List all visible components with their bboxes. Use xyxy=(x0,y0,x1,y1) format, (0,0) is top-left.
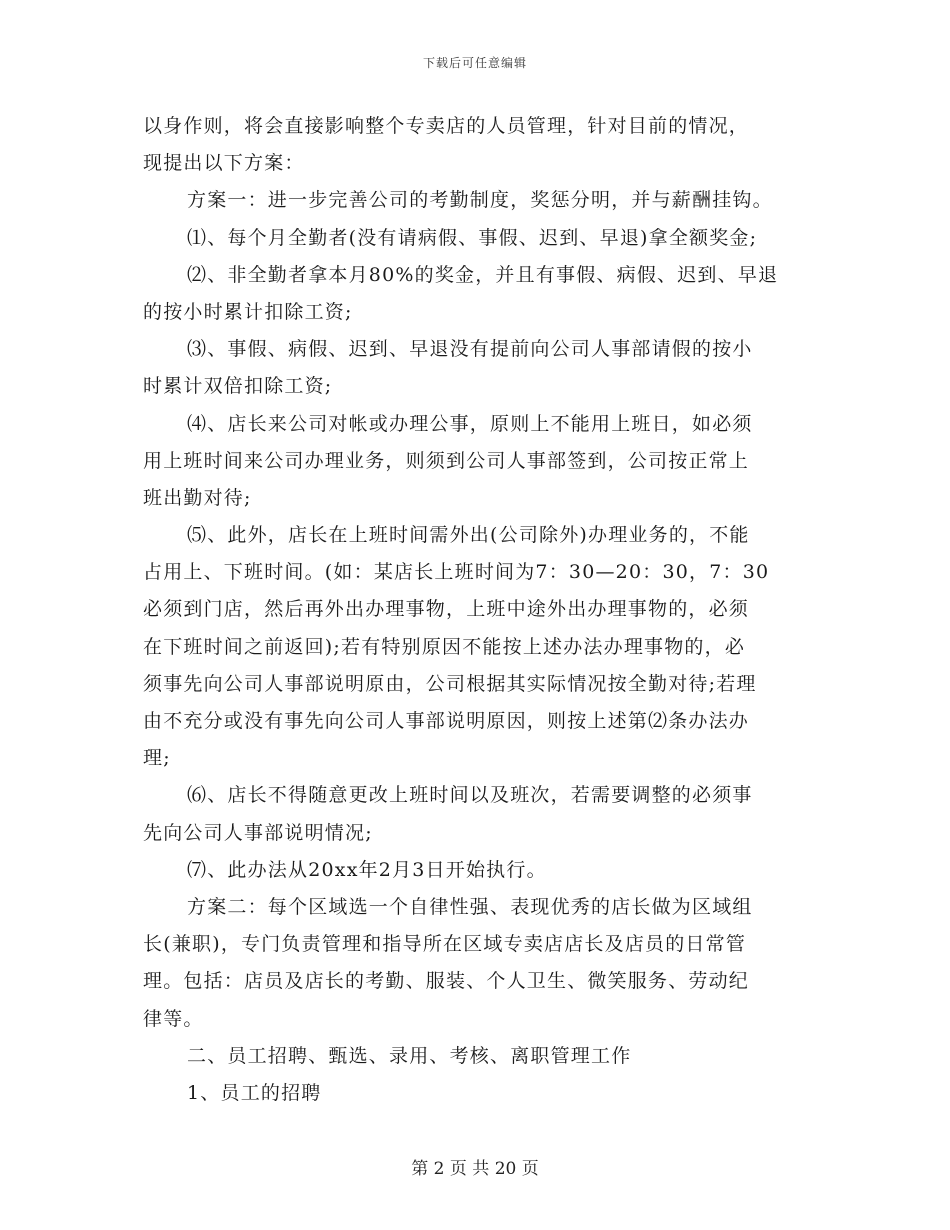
text-line: 必须到门店，然后再外出办理事物，上班中途外出办理事物的，必须 xyxy=(143,598,750,621)
text-line: ⑺、此办法从20xx年2月3日开始执行。 xyxy=(187,858,547,881)
text-line: 以身作则，将会直接影响整个专卖店的人员管理，针对目前的情况， xyxy=(143,115,750,137)
text-line: 先向公司人事部说明情况; xyxy=(143,821,373,844)
text-line: ⑹、店长不得随意更改上班时间以及班次，若需要调整的必须事 xyxy=(187,784,753,807)
text-line: ⑷、店长来公司对帐或办理公事，原则上不能用上班日，如必须 xyxy=(187,412,753,435)
text-line: 方案二：每个区域选一个自律性强、表现优秀的店长做为区域组 xyxy=(187,895,753,918)
text-line: 二、员工招聘、甄选、录用、考核、离职管理工作 xyxy=(187,1044,632,1067)
text-line: 长(兼职)，专门负责管理和指导所在区域专卖店店长及店员的日常管 xyxy=(143,933,747,956)
text-line: 的按小时累计扣除工资; xyxy=(143,300,353,323)
page-header: 下载后可任意编辑 xyxy=(422,56,527,70)
text-line: ⑸、此外，店长在上班时间需外出(公司除外)办理业务的，不能 xyxy=(187,524,750,547)
text-line: 用上班时间来公司办理业务，则须到公司人事部签到，公司按正常上 xyxy=(143,449,750,472)
text-line: 占用上、下班时间。(如：某店长上班时间为7：30—20：30，7：30 xyxy=(143,561,770,584)
text-line: 方案一：进一步完善公司的考勤制度，奖惩分明，并与薪酬挂钩。 xyxy=(187,189,773,212)
text-line: 在下班时间之前返回);若有特别原因不能按上述办法办理事物的，必 xyxy=(143,635,746,658)
text-line: ⑶、事假、病假、迟到、早退没有提前向公司人事部请假的按小 xyxy=(187,338,753,361)
text-line: 班出勤对待; xyxy=(143,486,252,509)
document-body xyxy=(143,108,813,1112)
page-footer: 第 2 页 共 20 页 xyxy=(411,1159,539,1179)
text-line: ⑴、每个月全勤者(没有请病假、事假、迟到、早退)拿全额奖金; xyxy=(187,226,758,249)
text-line: ⑵、非全勤者拿本月80%的奖金，并且有事假、病假、迟到、早退 xyxy=(187,263,779,286)
text-line: 现提出以下方案： xyxy=(143,152,305,175)
text-line: 律等。 xyxy=(143,1007,204,1030)
text-line: 理; xyxy=(143,747,171,770)
text-line: 时累计双倍扣除工资; xyxy=(143,375,333,398)
text-line: 须事先向公司人事部说明原由，公司根据其实际情况按全勤对待;若理 xyxy=(143,672,757,695)
text-line: 理。包括：店员及店长的考勤、服装、个人卫生、微笑服务、劳动纪 xyxy=(143,970,750,993)
text-line: 1、员工的招聘 xyxy=(187,1081,322,1104)
text-line: 由不充分或没有事先向公司人事部说明原因，则按上述第⑵条办法办 xyxy=(143,710,750,732)
